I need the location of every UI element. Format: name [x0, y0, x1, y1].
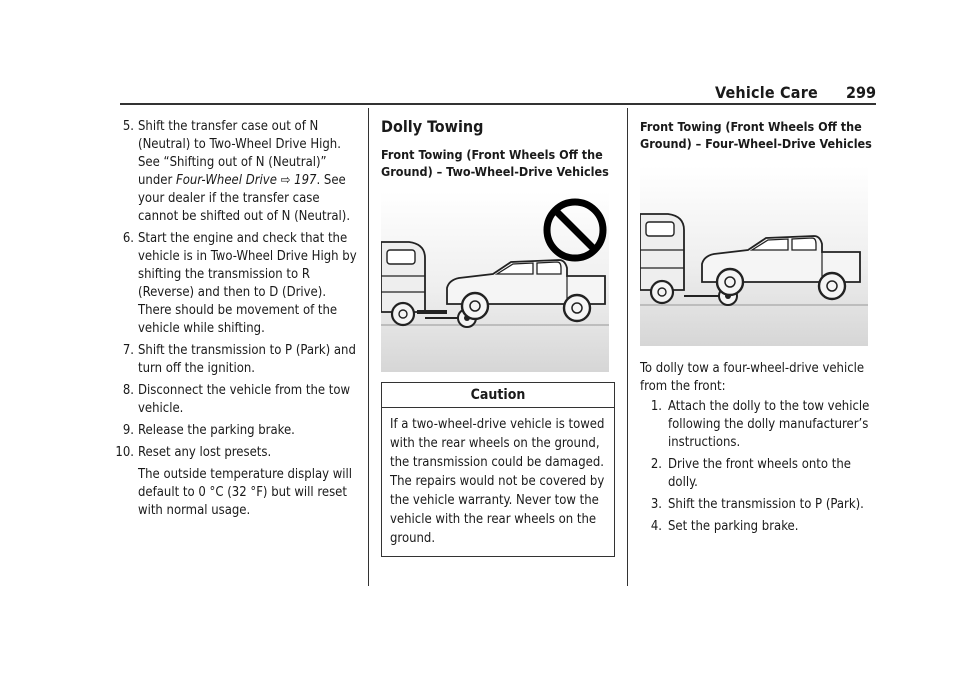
page-header	[120, 83, 876, 103]
step-number: 4.	[650, 519, 662, 534]
step-list	[640, 398, 876, 536]
reference-page[interactable]: 197	[294, 173, 317, 188]
step-number: 1.	[650, 399, 662, 414]
caution-body: If a two-wheel-drive vehicle is towed with the rear wheels on the ground, the transmission could be damaged. The repairs would not be covered by the vehicle warranty. Never tow the vehicle with the rear wheels on the ground.	[390, 417, 605, 546]
section-header-title: Vehicle Care	[715, 83, 818, 102]
step-text: Shift the transmission to P (Park).	[668, 497, 864, 512]
list-item	[640, 398, 876, 452]
step-text: Disconnect the vehicle from the tow vehicle.	[138, 383, 351, 416]
step-text: Start the engine and check that the vehicle is in Two-Wheel Drive High by shifting the transmission to R (Reverse) and then to D (Drive). There should be movement of the vehicle while shifting.	[138, 231, 357, 336]
column-3	[640, 118, 876, 540]
column-1	[112, 118, 357, 520]
step-text: Reset any lost presets.	[138, 445, 272, 460]
step-text: Attach the dolly to the tow vehicle following the dolly manufacturer’s instructions.	[668, 399, 870, 450]
towed-pickup-truck	[702, 236, 860, 299]
cross-reference-link[interactable]: Four-Wheel Drive	[175, 173, 277, 188]
subheading-four-wheel-drive: Front Towing (Front Wheels Off the Ground) – Four-Wheel-Drive Vehicles	[640, 119, 872, 151]
step-number: 8.	[122, 383, 134, 398]
tow-vehicle-rv	[381, 242, 447, 325]
step-list	[112, 118, 357, 462]
subheading-two-wheel-drive: Front Towing (Front Wheels Off the Ground) – Two-Wheel-Drive Vehicles	[381, 147, 609, 179]
tow-vehicle-rv	[640, 214, 684, 303]
step-text: Release the parking brake.	[138, 423, 295, 438]
column-divider-2	[627, 108, 628, 586]
step-text: Shift the transmission to P (Park) and turn off the ignition.	[138, 343, 356, 376]
list-item	[112, 118, 357, 226]
step-text: Shift the transfer case out of N (Neutral) to Two-Wheel Drive High. See “Shifting out of N (Neutral)” under	[138, 119, 341, 188]
two-wheel-drive-dolly-illustration	[381, 192, 609, 372]
reference-arrow-icon: ⇨	[280, 173, 291, 188]
towed-pickup-truck	[447, 260, 605, 321]
column-divider-1	[368, 108, 369, 586]
caution-title: Caution	[382, 383, 614, 408]
caution-box	[381, 382, 615, 557]
list-item	[112, 342, 357, 378]
list-item	[640, 496, 876, 514]
list-item	[640, 456, 876, 492]
section-title: Dolly Towing	[381, 117, 484, 136]
step-number: 7.	[122, 343, 134, 358]
step-number: 6.	[122, 231, 134, 246]
list-item	[112, 422, 357, 440]
step-text: Drive the front wheels onto the dolly.	[668, 457, 851, 490]
list-item	[112, 230, 357, 338]
temperature-note: The outside temperature display will default to 0 °C (32 °F) but will reset with normal usage.	[138, 467, 353, 518]
column-2	[381, 118, 615, 557]
page-number: 299	[845, 83, 876, 102]
step-number: 3.	[650, 497, 662, 512]
step-text: Set the parking brake.	[668, 519, 799, 534]
step-text: . See your dealer if the transfer case cannot be shifted out of N (Neutral).	[138, 173, 351, 224]
list-item	[112, 382, 357, 418]
list-item	[112, 444, 357, 462]
step-number: 2.	[650, 457, 662, 472]
list-item	[640, 518, 876, 536]
dolly-intro: To dolly tow a four-wheel-drive vehicle from the front:	[640, 361, 865, 394]
header-rule	[120, 103, 876, 105]
prohibition-icon	[547, 202, 603, 258]
four-wheel-drive-dolly-illustration	[640, 166, 868, 346]
step-number: 5.	[122, 119, 134, 134]
step-number: 10.	[115, 445, 134, 460]
step-number: 9.	[122, 423, 134, 438]
